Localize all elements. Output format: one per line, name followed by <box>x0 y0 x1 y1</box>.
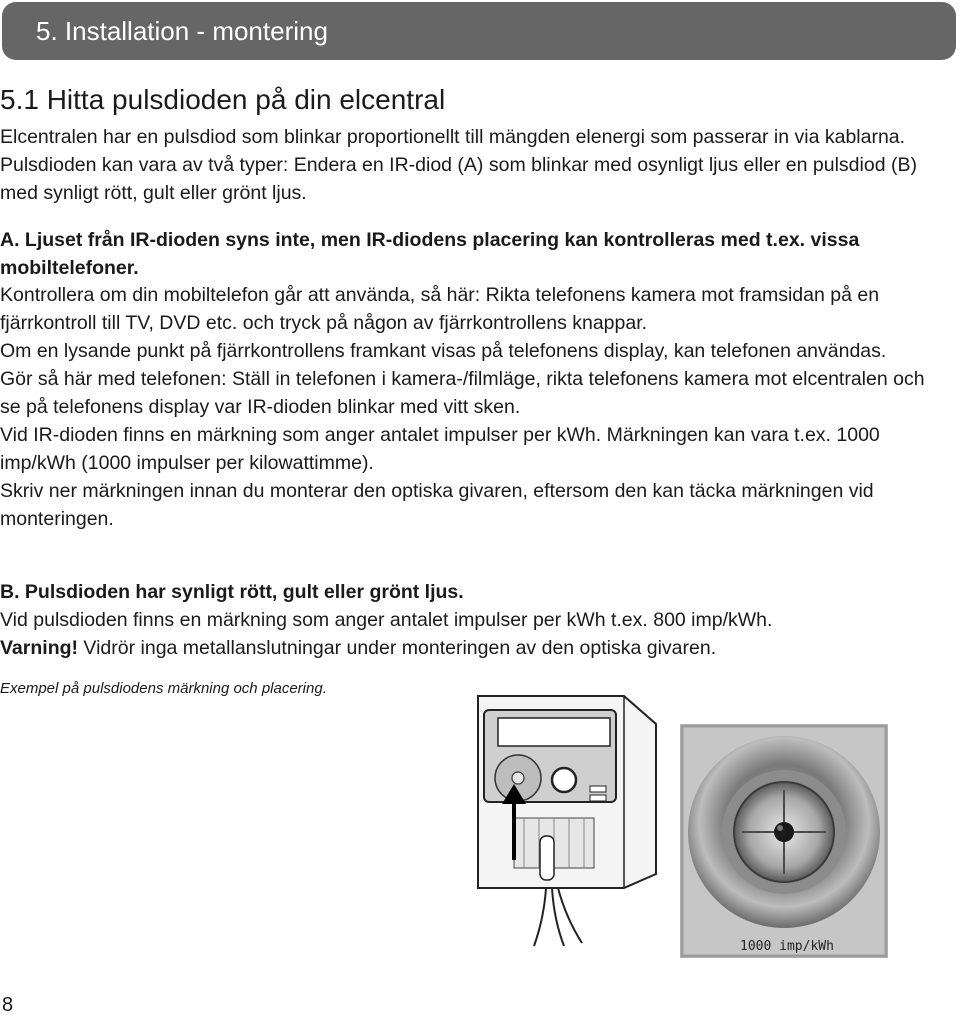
photo-label: 1000 imp/kWh <box>740 939 834 954</box>
section-a-heading: A. Ljuset från IR-dioden syns inte, men IR-diodens placering kan kontrolleras med t.ex. vissa mobiltelefoner. <box>0 229 860 279</box>
section-b-body <box>0 606 935 662</box>
pulse-diode-photo <box>680 724 888 958</box>
figure-caption: Exempel på pulsdiodens märkning och placering. <box>0 680 327 697</box>
section-a-line: Om en lysande punkt på fjärrkontrollens framkant visas på telefonens display, kan telefonen användas. <box>0 340 887 362</box>
section-title: 5.1 Hitta pulsdioden på din elcentral <box>0 84 446 115</box>
meter-illustration <box>474 688 664 948</box>
page-number: 8 <box>2 994 14 1016</box>
section-a-line: Gör så här med telefonen: Ställ in telefonen i kamera-/filmläge, rikta telefonens kamera mot elcentralen och se på telefonens display var IR-dioden blinkar med vitt sken. <box>0 368 925 418</box>
section-b-heading: B. Pulsdioden har synligt rött, gult eller grönt ljus. <box>0 581 464 603</box>
section-a-line: Kontrollera om din mobiltelefon går att använda, så här: Rikta telefonens kamera mot framsidan på en fjärrkontroll till TV, DVD etc. och tryck på någon av fjärrkontrollens knappar. <box>0 284 880 334</box>
section-a-line: Skriv ner märkningen innan du monterar den optiska givaren, eftersom den kan täcka märkningen vid monteringen. <box>0 480 874 530</box>
warning-label: Varning! <box>0 637 79 659</box>
warning-line <box>0 634 935 662</box>
intro-paragraph: Elcentralen har en pulsdiod som blinkar proportionellt till mängden elenergi som passerar in via kablarna. Pulsdioden kan vara av två typer: Endera en IR-diod (A) som blinkar med osynligt ljus eller en pulsdiod (B) med synligt rött, gult eller grönt ljus. <box>0 126 917 204</box>
warning-text: Vidrör inga metallanslutningar under monteringen av den optiska givaren. <box>78 637 717 659</box>
chapter-header-bar <box>2 2 956 60</box>
chapter-title: 5. Installation - montering <box>36 16 328 46</box>
section-a-body <box>0 281 935 533</box>
section-b-line: Vid pulsdioden finns en märkning som anger antalet impulser per kWh t.ex. 800 imp/kWh. <box>0 609 773 631</box>
section-a-line: Vid IR-dioden finns en märkning som anger antalet impulser per kWh. Märkningen kan vara t.ex. 1000 imp/kWh (1000 impulser per kilowattimme). <box>0 424 880 474</box>
